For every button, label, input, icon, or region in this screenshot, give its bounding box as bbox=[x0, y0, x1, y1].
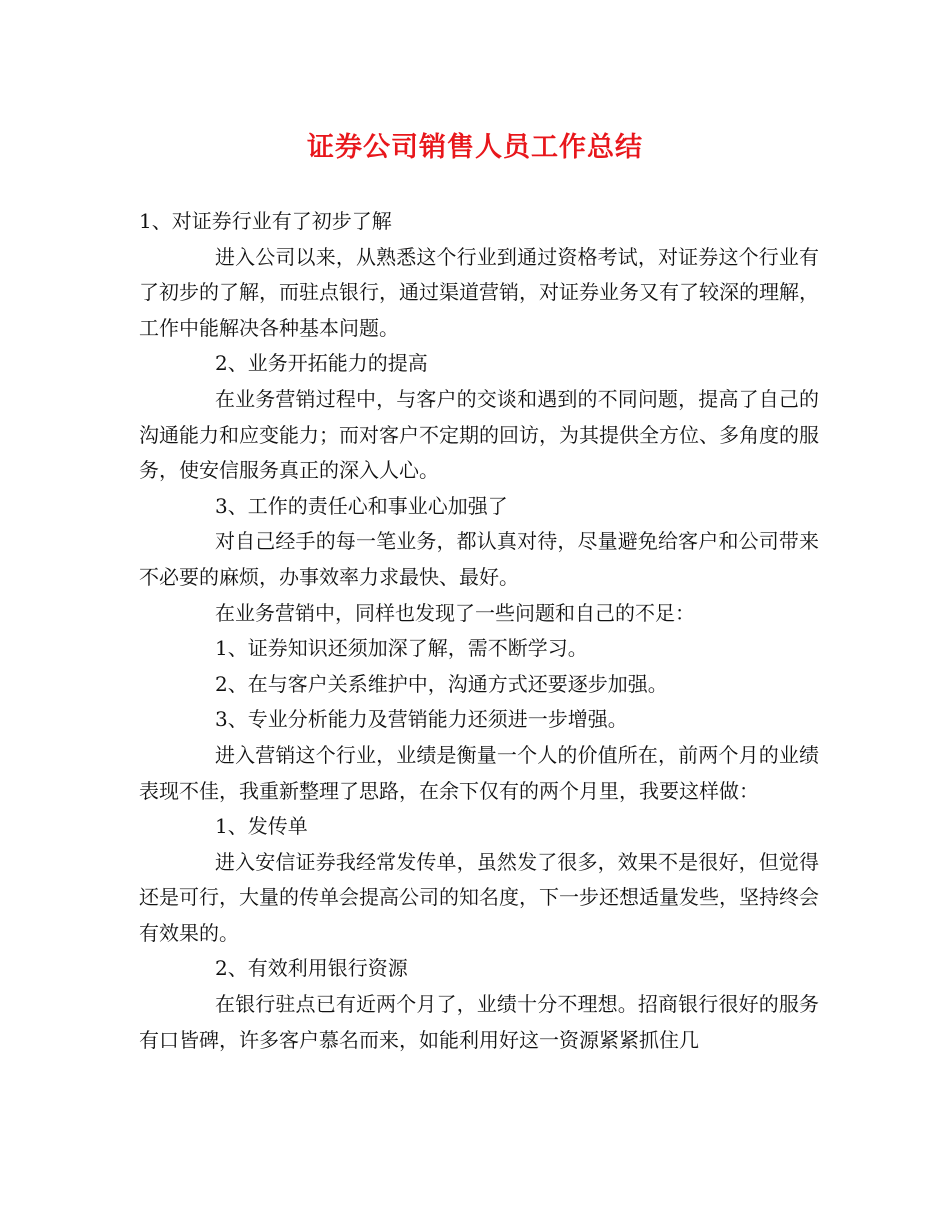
paragraph-15: 在银行驻点已有近两个月了，业绩十分不理想。招商银行很好的服务有口皆碑，许多客户慕名而来，如能利用好这一资源紧紧抓住几 bbox=[139, 992, 819, 1052]
paragraph-3: 2、业务开拓能力的提高 bbox=[215, 351, 428, 376]
document-title: 证券公司销售人员工作总结 bbox=[307, 132, 643, 163]
paragraph-13: 进入安信证券我经常发传单，虽然发了很多，效果不是很好，但觉得还是可行，大量的传单会提高公司的知名度，下一步还想适量发些，坚持终会有效果的。 bbox=[139, 849, 819, 945]
document-body bbox=[139, 204, 819, 1058]
paragraph-8: 1、证券知识还须加深了解，需不断学习。 bbox=[215, 636, 588, 661]
paragraph-2: 进入公司以来，从熟悉这个行业到通过资格考试，对证券这个行业有了初步的了解，而驻点银行，通过渠道营销，对证券业务又有了较深的理解，工作中能解决各种基本问题。 bbox=[139, 244, 819, 340]
paragraph-4: 在业务营销过程中，与客户的交谈和遇到的不同问题，提高了自己的沟通能力和应变能力；而对客户不定期的回访，为其提供全方位、多角度的服务，使安信服务真正的深入人心。 bbox=[139, 386, 819, 483]
paragraph-9: 2、在与客户关系维护中，沟通方式还要逐步加强。 bbox=[215, 671, 668, 696]
paragraph-7: 在业务营销中，同样也发现了一些问题和自己的不足： bbox=[215, 600, 695, 625]
paragraph-12: 1、发传单 bbox=[215, 814, 308, 839]
paragraph-1: 1、对证券行业有了初步了解 bbox=[139, 209, 392, 233]
paragraph-6: 对自己经手的每一笔业务，都认真对待，尽量避免给客户和公司带来不必要的麻烦，办事效率力求最快、最好。 bbox=[139, 529, 819, 589]
paragraph-5: 3、工作的责任心和事业心加强了 bbox=[215, 493, 508, 518]
paragraph-14: 2、有效利用银行资源 bbox=[215, 956, 408, 981]
paragraph-10: 3、专业分析能力及营销能力还须进一步增强。 bbox=[215, 707, 628, 732]
paragraph-11: 进入营销这个行业，业绩是衡量一个人的价值所在，前两个月的业绩表现不佳，我重新整理了思路，在余下仅有的两个月里，我要这样做： bbox=[139, 742, 819, 803]
